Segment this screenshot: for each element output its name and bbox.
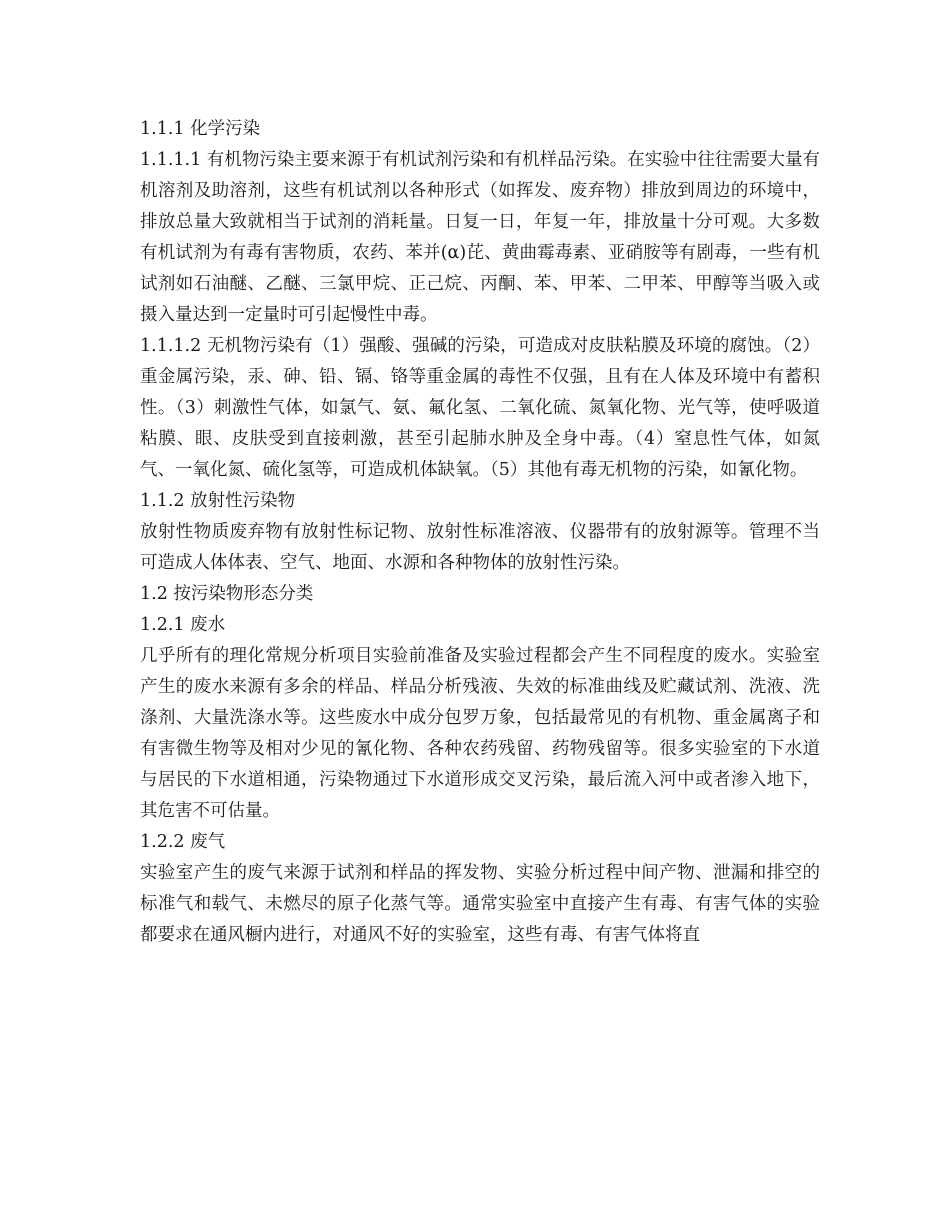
heading-1-2-1: 1.2.1 废水 — [140, 615, 226, 635]
document-page — [140, 114, 820, 951]
paragraph-radioactive: 放射性物质废弃物有放射性标记物、放射性标准溶液、仪器带有的放射源等。管理不当可造成人体体表、空气、地面、水源和各种物体的放射性污染。 — [140, 522, 820, 573]
heading-1-2: 1.2 按污染物形态分类 — [140, 584, 314, 604]
heading-1-1-2: 1.1.2 放射性污染物 — [140, 491, 296, 511]
paragraph-waste-gas: 实验室产生的废气来源于试剂和样品的挥发物、实验分析过程中间产物、泄漏和排空的标准气和载气、未燃尽的原子化蒸气等。通常实验室中直接产生有毒、有害气体的实验都要求在通风橱内进行，对通风不好的实验室，这些有毒、有害气体将直 — [140, 863, 820, 945]
paragraph-inorganic-pollution: 1.1.1.2 无机物污染有（1）强酸、强碱的污染，可造成对皮肤粘膜及环境的腐蚀。（2）重金属污染，汞、砷、铅、镉、铬等重金属的毒性不仅强，且有在人体及环境中有蓄积性。（3）刺激性气体，如氯气、氨、氟化氢、二氧化硫、氮氧化物、光气等，使呼吸道粘膜、眼、皮肤受到直接刺激，甚至引起肺水肿及全身中毒。（4）窒息性气体，如氮气、一氧化氮、硫化氢等，可造成机体缺氧。（5）其他有毒无机物的污染，如氰化物。 — [140, 336, 820, 480]
paragraph-organic-pollution: 1.1.1.1 有机物污染主要来源于有机试剂污染和有机样品污染。在实验中往往需要大量有机溶剂及助溶剂，这些有机试剂以各种形式（如挥发、废弃物）排放到周边的环境中，排放总量大致就相当于试剂的消耗量。日复一日，年复一年，排放量十分可观。大多数有机试剂为有毒有害物质，农药、苯并(α)芘、黄曲霉毒素、亚硝胺等有剧毒，一些有机试剂如石油醚、乙醚、三氯甲烷、正己烷、丙酮、苯、甲苯、二甲苯、甲醇等当吸入或摄入量达到一定量时可引起慢性中毒。 — [140, 150, 820, 325]
heading-1-1-1: 1.1.1 化学污染 — [140, 119, 261, 139]
paragraph-wastewater: 几乎所有的理化常规分析项目实验前准备及实验过程都会产生不同程度的废水。实验室产生的废水来源有多余的样品、样品分析残液、失效的标准曲线及贮藏试剂、洗液、洗涤剂、大量洗涤水等。这些废水中成分包罗万象，包括最常见的有机物、重金属离子和有害微生物等及相对少见的氰化物、各种农药残留、药物残留等。很多实验室的下水道与居民的下水道相通，污染物通过下水道形成交叉污染，最后流入河中或者渗入地下，其危害不可估量。 — [140, 646, 820, 821]
heading-1-2-2: 1.2.2 废气 — [140, 832, 226, 852]
